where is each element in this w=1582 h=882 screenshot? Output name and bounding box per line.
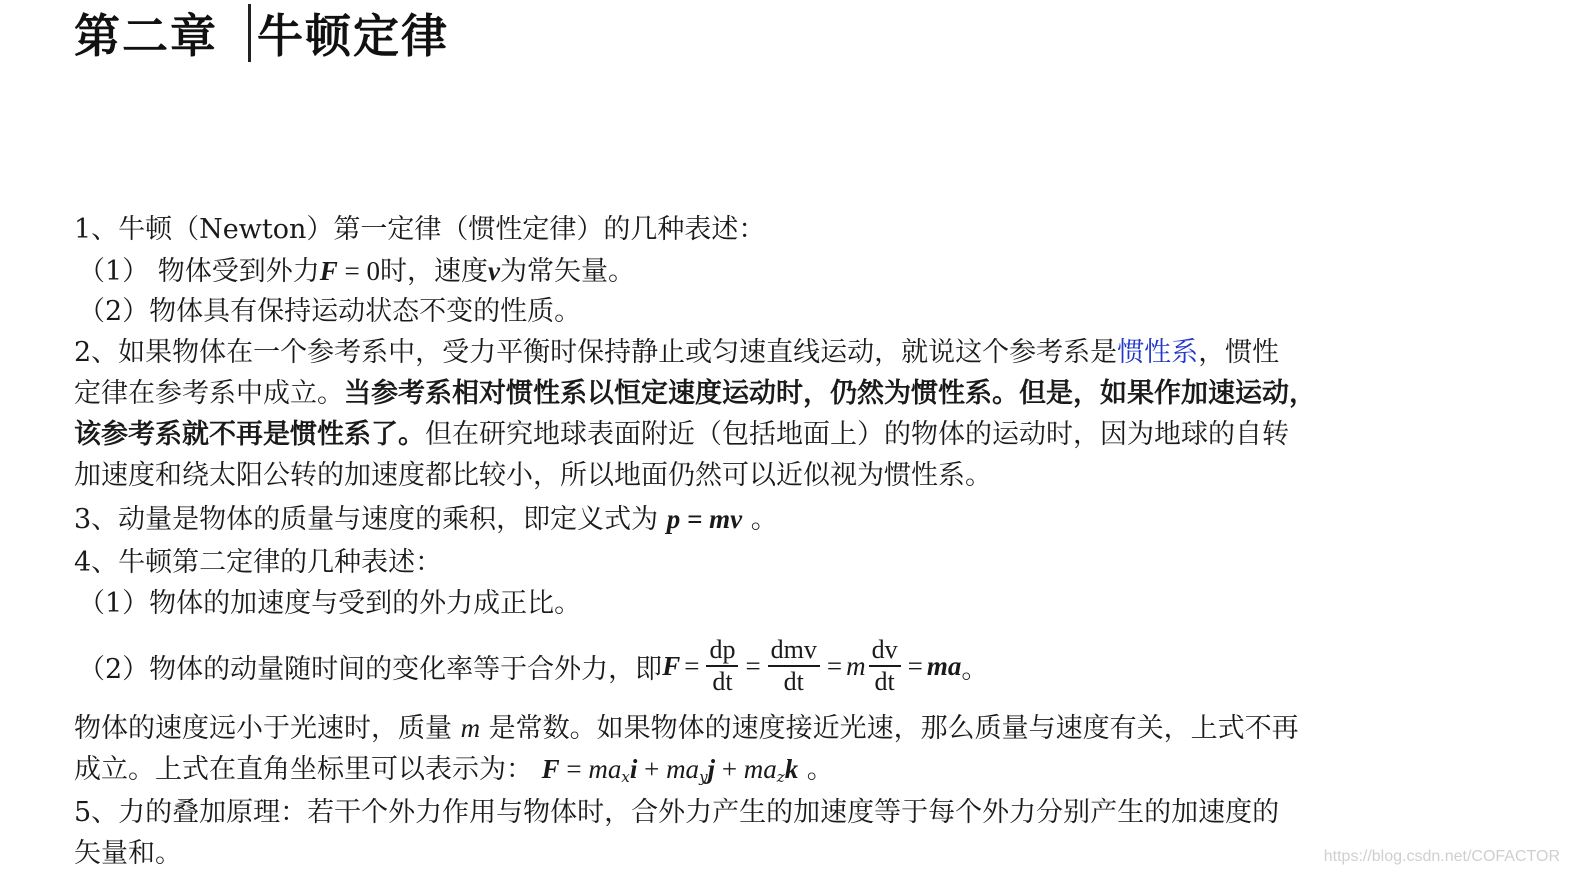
fraction-denominator [872,667,898,697]
subscript-y: y [699,768,708,786]
denominator-text: dt [712,667,733,696]
fraction-denominator [781,667,807,697]
line-text: 。 [961,653,989,685]
paragraph-1-heading [74,210,765,250]
subscript-z: z [776,768,785,786]
line-text: ，惯性 [1198,337,1280,368]
line-text: 为常矢量。 [500,256,635,287]
numerator-text: dmv [770,635,817,664]
line-text: 2、如果物体在一个参考系中，受力平衡时保持静止或匀速直线运动，就说这个参考系是 [74,337,1118,368]
math-ma: ma [666,754,700,784]
math-ma: ma [588,754,622,784]
fraction-dp-dt [706,635,738,697]
fraction-denominator [709,667,735,697]
math-zero: = 0 [337,256,381,286]
math-velocity: v [488,256,500,286]
chapter-number: 第二章 [74,9,218,63]
math-equals: = [826,650,843,681]
numerator-text: dp [709,635,736,664]
math-mass: m [460,713,481,743]
paragraph-4-line-4: 成立。上式在直角坐标里可以表示为： $F = ma_xi + ma_yj + ma_zk$ 。 [74,754,834,786]
line-text: 定律在参考系中成立。 [74,378,344,409]
line-text: 1、牛顿（Newton）第一定律（惯性定律）的几种表述： [74,214,766,245]
line-text: 5、力的叠加原理：若干个外力作用与物体时，合外力产生的加速度等于每个外力分别产生的加速度的 [74,797,1280,828]
line-text: 时，速度 [380,256,489,287]
line-text: （2）物体具有保持运动状态不变的性质。 [78,296,582,327]
line-text: （1） 物体受到外力 [78,256,320,287]
math-ma: ma [926,650,962,681]
line-text: 加速度和绕太阳公转的加速度都比较小，所以地面仍然可以近似视为惯性系。 [74,460,992,491]
denominator-text: dt [783,667,804,696]
math-momentum: p = mv [666,504,743,534]
math-mass: m [846,650,866,681]
line-text: 。 [798,754,834,785]
line-text: 4、牛顿第二定律的几种表述： [74,547,443,578]
watermark: https://blog.csdn.net/COFACTOR [1323,848,1560,865]
unit-vector-i: i [629,754,638,784]
denominator-text: dt [874,667,895,696]
bold-text: 当参考系相对惯性系以恒定速度运动时，仍然为惯性系。但是，如果作加速运动， [344,378,1316,409]
paragraph-1-item-2 [78,292,581,332]
title-divider [248,4,251,62]
line-text: （2）物体的动量随时间的变化率等于合外力，即 [78,653,663,685]
line-text: 成立。上式在直角坐标里可以表示为： [74,754,542,785]
paragraph-2-line-3 [74,415,1289,455]
line-text: 3、动量是物体的质量与速度的乘积，即定义式为 [74,504,667,535]
paragraph-4-line-3 [74,708,1299,748]
math-force: F [319,256,338,286]
math-equals: = [684,650,700,681]
fraction-numerator [869,635,901,667]
paragraph-4-item-2 [78,628,988,704]
numerator-text: dv [871,635,898,664]
math-force: F [541,754,560,784]
line-text: 矢量和。 [74,838,182,869]
math-force: F [662,650,681,681]
line-text: 物体的速度远小于光速时，质量 [74,713,461,744]
paragraph-1-item-1 [78,251,635,291]
math-equals: = [907,650,923,681]
unit-vector-k: k [784,754,799,784]
paragraph-3 [74,499,778,539]
math-equals: = [745,650,761,681]
paragraph-2-line-2 [74,374,1316,414]
bold-text: 该参考系就不再是惯性系了。 [74,419,425,450]
paragraph-5-line-2 [74,834,182,874]
fraction-dmv-dt [768,635,820,697]
paragraph-5-line-1 [74,793,1279,833]
paragraph-2-line-1 [74,333,1279,373]
paragraph-2-line-4 [74,456,992,496]
chapter-name: 牛顿定律 [257,9,449,63]
fraction-numerator [706,635,738,667]
fraction-dv-dt [869,635,901,697]
fraction-numerator [768,635,820,667]
subscript-x: x [621,768,630,786]
paragraph-4-heading [74,543,442,583]
math-ma: ma [743,754,777,784]
unit-vector-j: j [707,754,716,784]
line-text: （1）物体的加速度与受到的外力成正比。 [78,588,582,619]
chapter-title [74,0,449,66]
paragraph-4-item-1 [78,584,581,624]
inertial-frame-link[interactable]: 惯性系 [1117,337,1199,368]
line-text: 是常数。如果物体的速度接近光速，那么质量与速度有关，上式不再 [480,713,1299,744]
line-text: 。 [742,504,778,535]
line-text: 但在研究地球表面附近（包括地面上）的物体的运动时，因为地球的自转 [425,419,1289,450]
